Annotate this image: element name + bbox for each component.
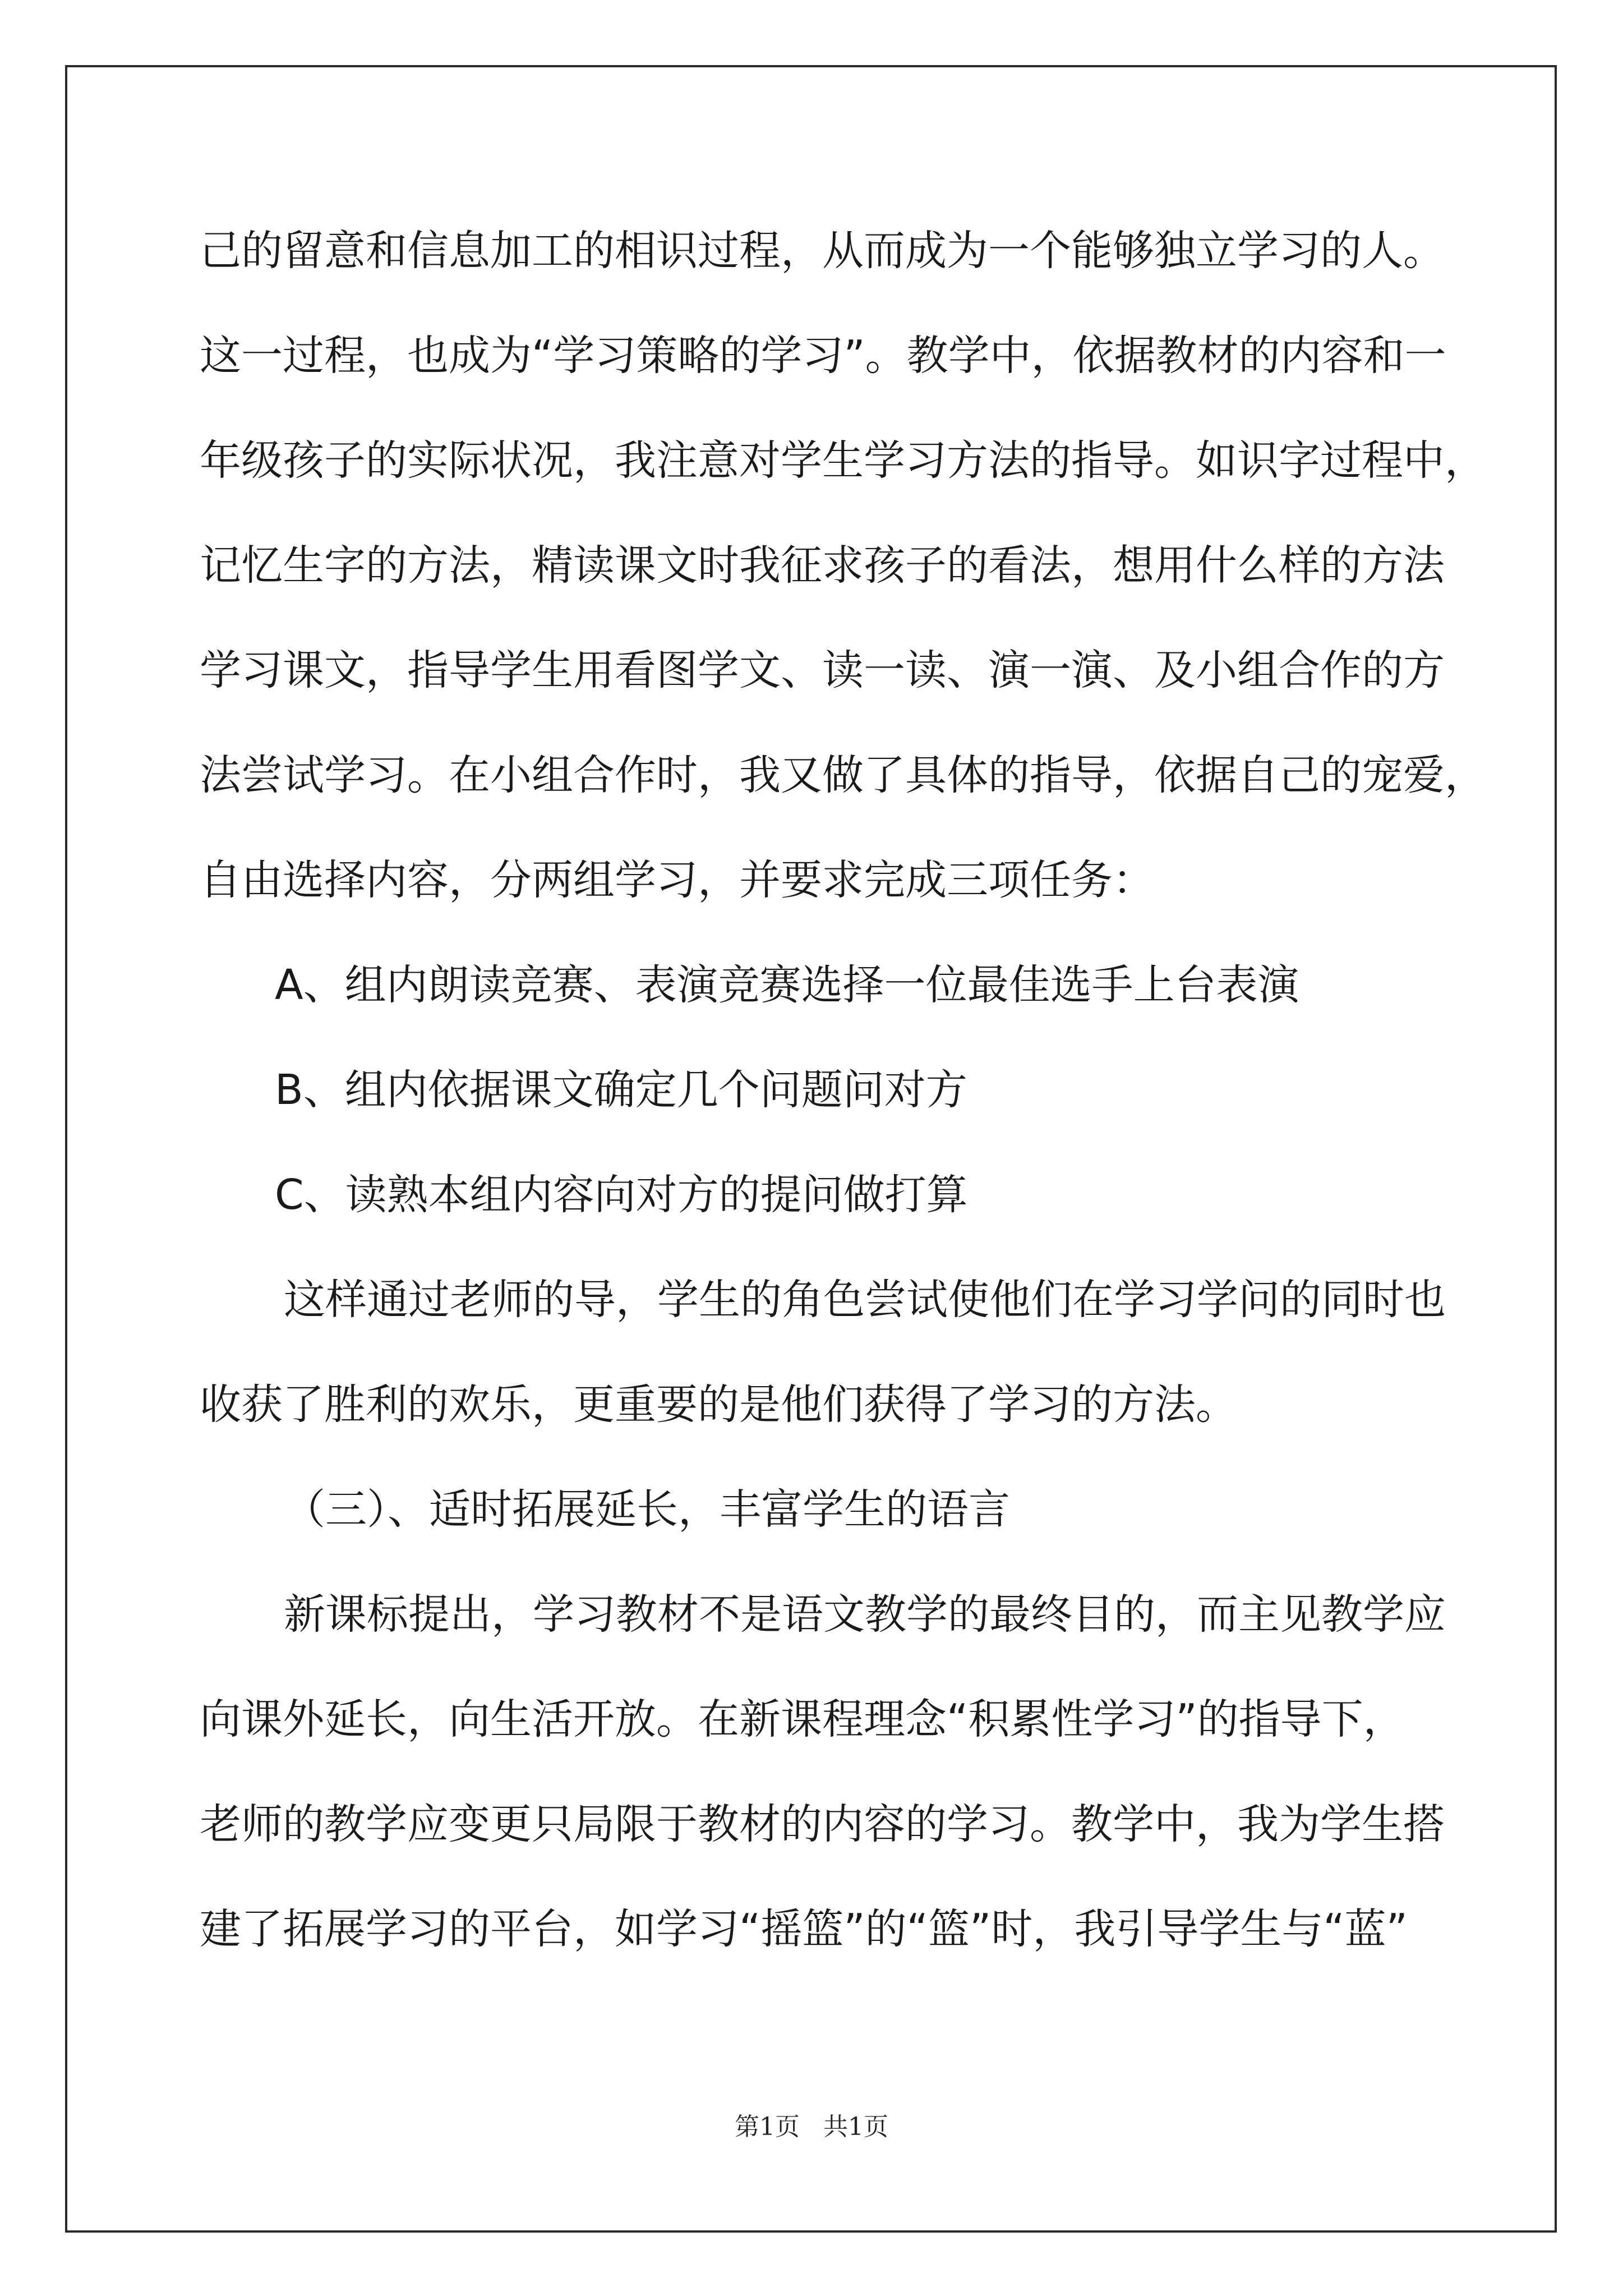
section-heading: （三）、适时拓展延长，丰富学生的语言 <box>284 1485 1010 1534</box>
text-line: 法尝试学习。在小组合作时，我又做了具体的指导，依据自己的宠爱， <box>200 751 1486 799</box>
text-line: 收获了胜利的欢乐，更重要的是他们获得了学习的方法。 <box>200 1381 1237 1429</box>
paragraph-start: 这样通过老师的导，学生的角色尝试使他们在学习学问的同时也 <box>284 1276 1446 1324</box>
text-line: 己的留意和信息加工的相识过程，从而成为一个能够独立学习的人。 <box>200 227 1445 275</box>
text-line: 这一过程，也成为“学习策略的学习”。教学中，依据教材的内容和一 <box>200 332 1446 380</box>
text-line: 建了拓展学习的平台，如学习“摇篮”的“篮”时，我引导学生与“蓝” <box>200 1905 1408 1953</box>
text-line: 年级孩子的实际状况，我注意对学生学习方法的指导。如识字过程中， <box>200 436 1486 485</box>
text-line: 向课外延长，向生活开放。在新课程理念“积累性学习”的指导下， <box>200 1695 1405 1743</box>
text-line: 学习课文，指导学生用看图学文、读一读、演一演、及小组合作的方 <box>200 646 1445 694</box>
document-body <box>200 209 1486 1992</box>
text-line: 老师的教学应变更只局限于教材的内容的学习。教学中，我为学生搭 <box>200 1800 1445 1848</box>
list-item-b: B、组内依据课文确定几个问题问对方 <box>275 1066 967 1114</box>
text-line: 自由选择内容，分两组学习，并要求完成三项任务： <box>200 856 1154 904</box>
page-footer: 第1页 共1页 <box>735 2113 888 2141</box>
list-item-c: C、读熟本组内容向对方的提问做打算 <box>275 1171 968 1219</box>
paragraph-start: 新课标提出，学习教材不是语文教学的最终目的，而主见教学应 <box>284 1590 1446 1639</box>
list-item-a: A、组内朗读竞赛、表演竞赛选择一位最佳选手上台表演 <box>275 961 1299 1009</box>
text-line: 记忆生字的方法，精读课文时我征求孩子的看法，想用什么样的方法 <box>200 541 1445 590</box>
